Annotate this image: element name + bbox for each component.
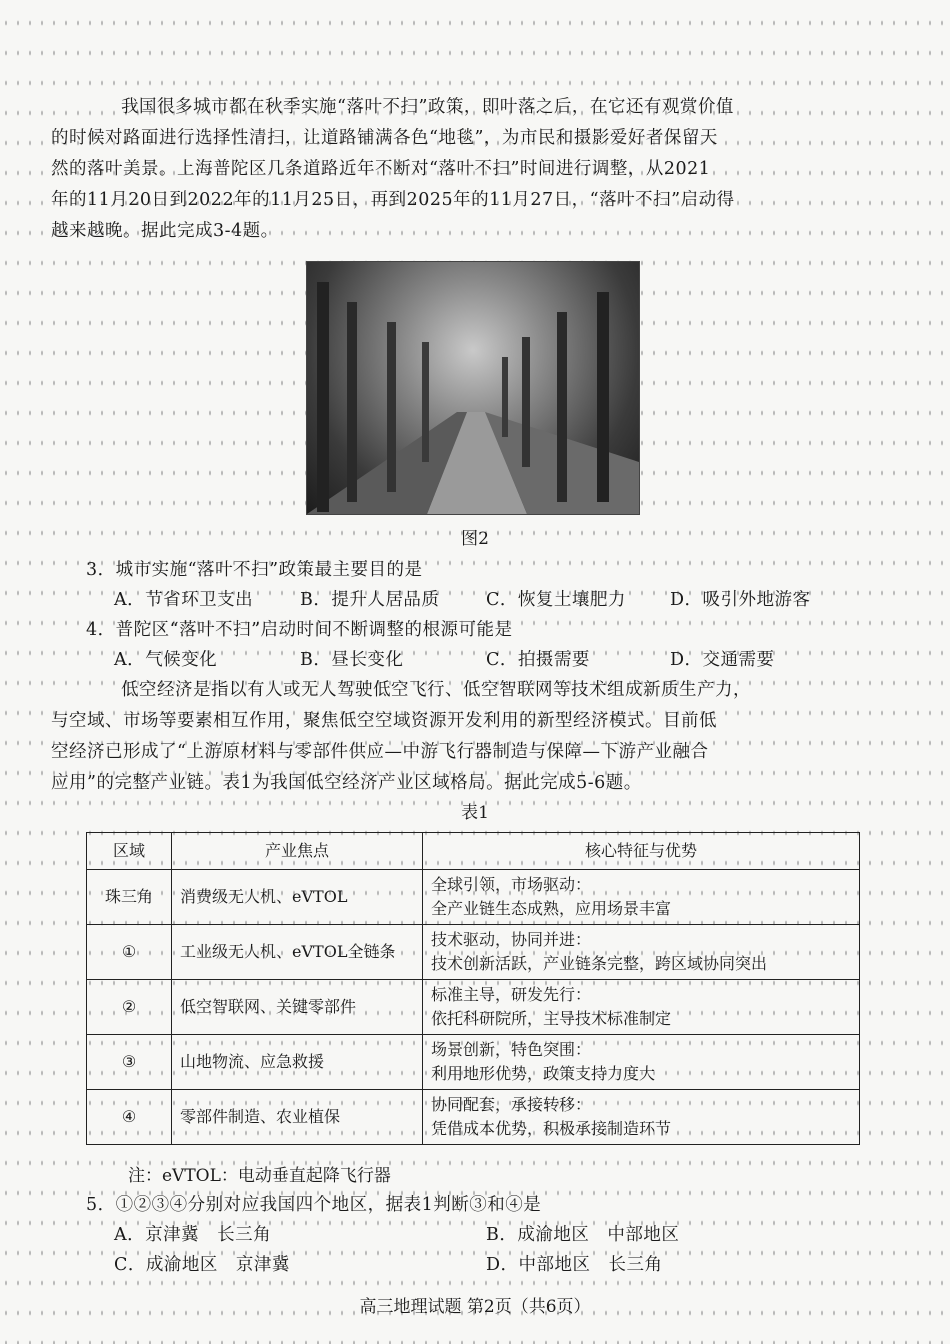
feature-detail: 全产业链生态成熟，应用场景丰富 [431, 899, 672, 918]
cell-region: ① [87, 925, 172, 980]
q4-option-b: B．昼长变化 [300, 650, 404, 670]
passage-line: 与空域、市场等要素相互作用，聚焦低空空域资源开发利用的新型经济模式。目前低 [51, 711, 717, 731]
table-row [87, 1090, 860, 1145]
passage-line: 年的11月20日到2022年的11月25日，再到2025年的11月27日，“落叶不扫”启动得 [51, 190, 735, 210]
table-row [87, 870, 860, 925]
feature-heading: 全球引领，市场驱动： [431, 875, 592, 894]
q3-option-a: A．节省环卫支出 [114, 590, 254, 610]
q5-option-a: A．京津冀 长三角 [114, 1225, 272, 1245]
q3-option-c: C．恢复土壤肥力 [486, 590, 626, 610]
q5-option-d: D．中部地区 长三角 [486, 1255, 663, 1275]
passage-2 [51, 675, 864, 799]
feature-detail: 技术创新活跃，产业链条完整，跨区域协同突出 [431, 954, 768, 973]
table-note: 注：eVTOL：电动垂直起降飞行器 [128, 1166, 391, 1186]
feature-heading: 协同配套，承接转移： [431, 1095, 592, 1114]
q5-option-c: C．成渝地区 京津冀 [114, 1255, 290, 1275]
q4-option-a: A．气候变化 [114, 650, 218, 670]
passage-line: 的时候对路面进行选择性清扫，让道路铺满各色“地毯”，为市民和摄影爱好者保留天 [51, 128, 718, 148]
question-4-stem: 4．普陀区“落叶不扫”启动时间不断调整的根源可能是 [86, 620, 513, 640]
cell-features [423, 1035, 860, 1090]
cell-region: 珠三角 [87, 870, 172, 925]
cell-focus: 消费级无人机、eVTOL [172, 870, 423, 925]
passage-line: 我国很多城市都在秋季实施“落叶不扫”政策，即叶落之后，在它还有观赏价值 [121, 97, 734, 117]
cell-region: ② [87, 980, 172, 1035]
table-row [87, 925, 860, 980]
cell-focus: 工业级无人机、eVTOL全链条 [172, 925, 423, 980]
feature-detail: 依托科研院所，主导技术标准制定 [431, 1009, 672, 1028]
feature-detail: 利用地形优势，政策支持力度大 [431, 1064, 656, 1083]
cell-features [423, 870, 860, 925]
q3-option-d: D．吸引外地游客 [670, 590, 811, 610]
passage-line: 低空经济是指以有人或无人驾驶低空飞行、低空智联网等技术组成新质生产力， [121, 680, 751, 700]
feature-heading: 技术驱动，协同并进： [431, 930, 592, 949]
low-altitude-economy-table [86, 832, 860, 1145]
cell-region: ③ [87, 1035, 172, 1090]
cell-features [423, 980, 860, 1035]
q4-option-c: C．拍摄需要 [486, 650, 590, 670]
figure-2-photo [306, 261, 640, 515]
q3-option-b: B．提升人居品质 [300, 590, 440, 610]
cell-features [423, 1090, 860, 1145]
header-region: 区域 [87, 833, 172, 870]
page-footer: 高三地理试题 第2页（共6页） [359, 1297, 591, 1317]
feature-detail: 凭借成本优势，积极承接制造环节 [431, 1119, 672, 1138]
q4-option-d: D．交通需要 [670, 650, 775, 670]
passage-line: 越来越晚。据此完成3-4题。 [51, 221, 279, 241]
header-features: 核心特征与优势 [423, 833, 860, 870]
question-5-stem: 5．①②③④分别对应我国四个地区，据表1判断③和④是 [86, 1195, 542, 1215]
passage-line: 然的落叶美景。上海普陀区几条道路近年不断对“落叶不扫”时间进行调整，从2021 [51, 159, 711, 179]
question-3-stem: 3．城市实施“落叶不扫”政策最主要目的是 [86, 560, 423, 580]
table-row [87, 1035, 860, 1090]
cell-focus: 零部件制造、农业植保 [172, 1090, 423, 1145]
passage-1 [51, 92, 864, 247]
feature-heading: 标准主导，研发先行： [431, 985, 592, 1004]
figure-caption: 图2 [461, 529, 489, 549]
table-title: 表1 [461, 803, 489, 823]
cell-focus: 低空智联网、关键零部件 [172, 980, 423, 1035]
cell-features [423, 925, 860, 980]
cell-focus: 山地物流、应急救援 [172, 1035, 423, 1090]
tree-lined-road-illustration [307, 262, 639, 514]
passage-line: 空经济已形成了“上游原材料与零部件供应—中游飞行器制造与保障—下游产业融合 [51, 742, 709, 762]
table-row [87, 980, 860, 1035]
table-header-row [87, 833, 860, 870]
cell-region: ④ [87, 1090, 172, 1145]
header-focus: 产业焦点 [172, 833, 423, 870]
feature-heading: 场景创新，特色突围： [431, 1040, 592, 1059]
q5-option-b: B．成渝地区 中部地区 [486, 1225, 680, 1245]
passage-line: 应用”的完整产业链。表1为我国低空经济产业区域格局。据此完成5-6题。 [51, 773, 642, 793]
